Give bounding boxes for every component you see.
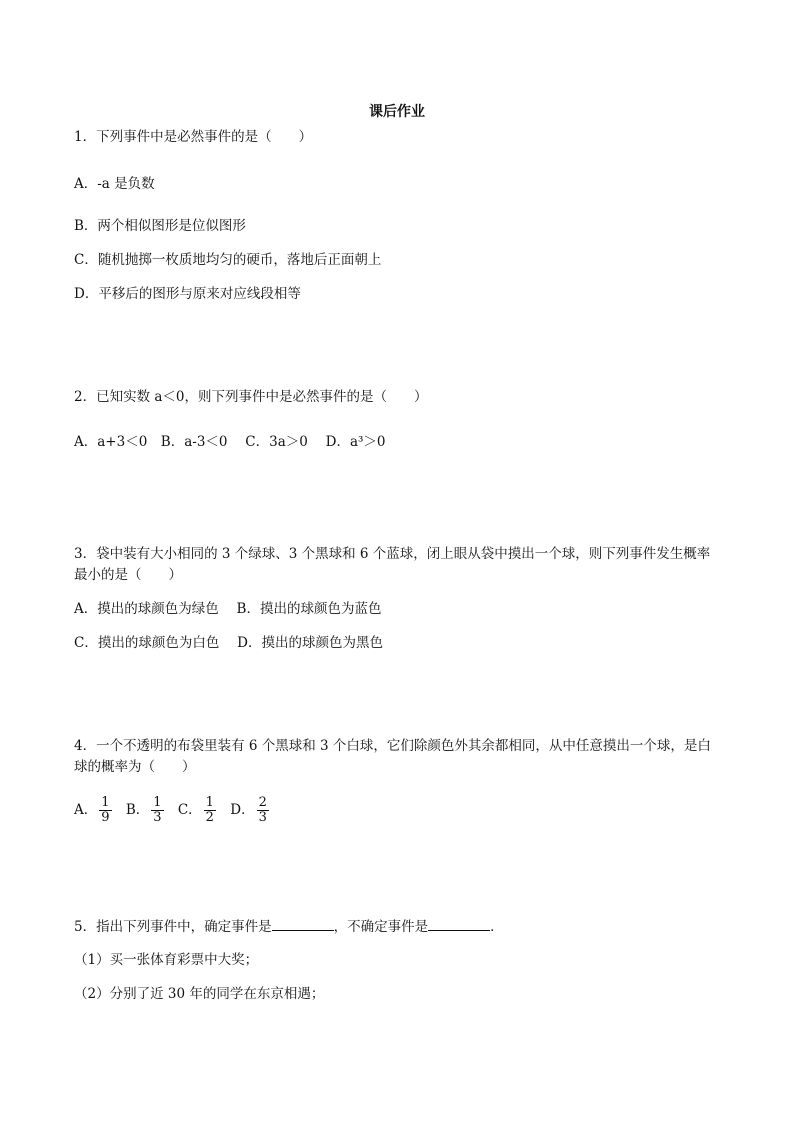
q4-stem-line2: 球的概率为（ ） (74, 759, 196, 775)
q5-stem (74, 916, 504, 936)
q2-options: A．a+3＜0 B．a-3＜0 C．3a＞0 D．a³＞0 (74, 434, 386, 450)
q4-options (74, 795, 271, 825)
q4-option-a-numerator: 1 (101, 795, 110, 810)
q5-blank-uncertain[interactable] (428, 916, 490, 931)
q4-option-b-fraction (151, 796, 163, 825)
q4-option-d-numerator: 2 (258, 795, 267, 810)
q4-option-a-fraction (99, 796, 111, 825)
q3-stem-line2: 最小的是（ ） (74, 567, 182, 583)
q1-stem: 1．下列事件中是必然事件的是（ ） (74, 129, 313, 145)
q4-option-d-fraction (257, 796, 269, 825)
q4-option-b-numerator: 1 (153, 795, 162, 810)
q4-option-c-numerator: 1 (205, 795, 214, 810)
q3-options-row1: A．摸出的球颜色为绿色 B．摸出的球颜色为蓝色 (74, 601, 382, 617)
q4-option-d-denominator: 3 (258, 810, 267, 825)
q5-item-2: （2）分别了近 30 年的同学在东京相遇； (74, 986, 325, 1002)
q2-stem: 2．已知实数 a＜0，则下列事件中是必然事件的是（ ） (74, 389, 428, 405)
q5-stem-part2: ，不确定事件是 (333, 919, 429, 935)
q4-option-b-denominator: 3 (153, 810, 162, 825)
q1-option-d: D．平移后的图形与原来对应线段相等 (74, 286, 301, 302)
q4-option-c-fraction (204, 796, 216, 825)
q5-stem-part3: ． (490, 919, 504, 935)
q4-stem-line1: 4．一个不透明的布袋里装有 6 个黑球和 3 个白球，它们除颜色外其余都相同，从中任意摸出一个球，是白 (74, 738, 711, 754)
q5-blank-certain[interactable] (272, 916, 334, 931)
q4-option-c-denominator: 2 (205, 810, 214, 825)
q1-option-b: B．两个相似图形是位似图形 (74, 218, 246, 234)
q4-option-a-label: A． (74, 802, 98, 818)
q4-option-d-label: D． (230, 802, 255, 818)
q3-options-row2: C．摸出的球颜色为白色 D．摸出的球颜色为黑色 (74, 635, 383, 651)
q1-option-a: A．-a 是负数 (74, 176, 155, 192)
q3-stem-line1: 3．袋中装有大小相同的 3 个绿球、3 个黑球和 6 个蓝球，闭上眼从袋中摸出一个球，则下列事件发生概率 (74, 546, 711, 562)
q5-item-1: （1）买一张体育彩票中大奖； (74, 952, 259, 968)
q1-option-c: C．随机抛掷一枚质地均匀的硬币，落地后正面朝上 (74, 252, 382, 268)
q4-option-c-label: C． (177, 802, 202, 818)
q4-option-b-label: B． (125, 802, 150, 818)
q5-stem-part1: 5．指出下列事件中，确定事件是 (74, 919, 272, 935)
page-title: 课后作业 (369, 104, 425, 120)
q4-option-a-denominator: 9 (101, 810, 110, 825)
